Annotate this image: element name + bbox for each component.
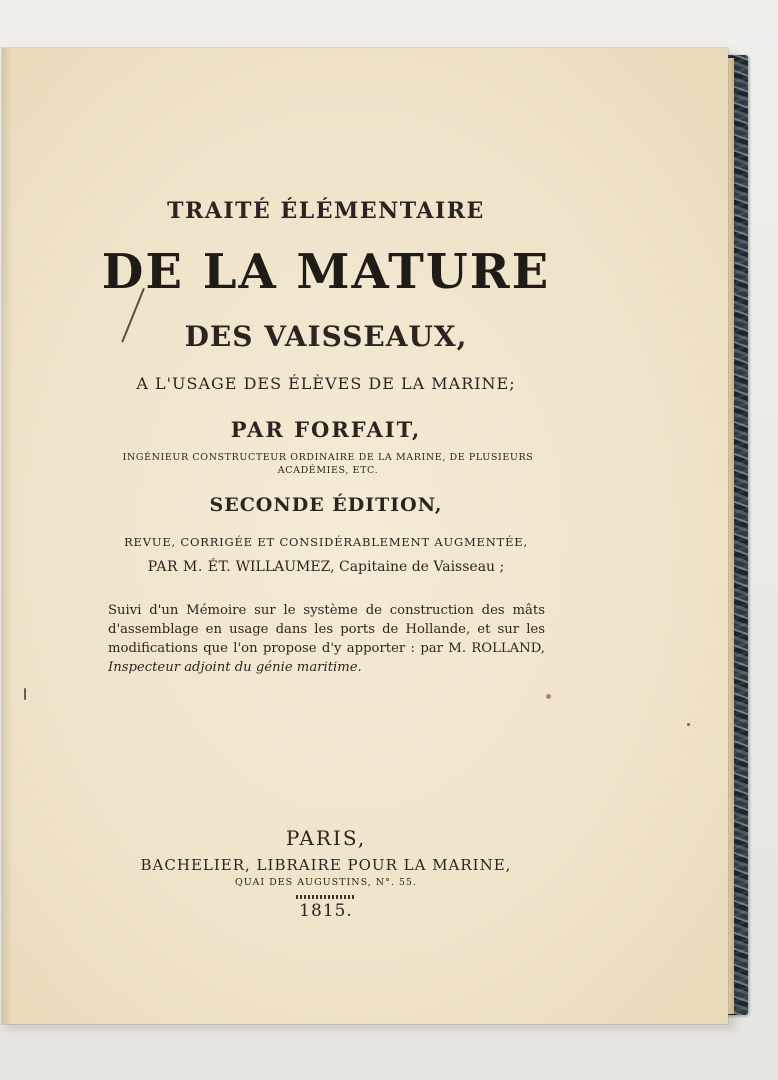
credentials-line-1: INGÉNIEUR CONSTRUCTEUR ORDINAIRE DE LA MARINE, DE PLUSIEURS — [122, 452, 534, 463]
page-edge — [728, 58, 734, 1014]
edition-line: SECONDE ÉDITION, — [209, 494, 443, 516]
revision-line: REVUE, CORRIGÉE ET CONSIDÉRABLEMENT AUGMENTÉE, — [124, 535, 528, 549]
memoire-paragraph — [108, 601, 545, 677]
memoire-text: Suivi d'un Mémoire sur le système de construction des mâts d'assemblage en usage dans les ports de Hollande, et sur les modifications que l'on propose d'y apporter : par M. — [108, 603, 545, 656]
title-line-3: DES VAISSEAUX, — [184, 320, 468, 353]
foxing-spot — [24, 688, 26, 700]
foxing-spot — [687, 723, 690, 726]
editor-name: WILLAUMEZ, — [235, 559, 335, 575]
author-line: PAR FORFAIT, — [230, 417, 422, 442]
imprint-place: PARIS, — [285, 826, 367, 850]
imprint-year: 1815. — [299, 901, 353, 921]
ornament-rule — [296, 895, 356, 899]
editor-title: Capitaine de Vaisseau ; — [339, 559, 505, 575]
title-line-1: TRAITÉ ÉLÉMENTAIRE — [167, 198, 485, 224]
credentials-line-2: ACADÉMIES, ETC. — [277, 465, 379, 476]
imprint-address: QUAI DES AUGUSTINS, N°. 55. — [234, 877, 417, 888]
author-credentials — [112, 451, 544, 477]
memoire-role: Inspecteur adjoint du génie maritime. — [108, 660, 362, 675]
memoire-author: ROLLAND, — [471, 641, 545, 656]
foxing-spot — [546, 694, 551, 699]
title-line-2: DE LA MATURE — [101, 244, 551, 300]
title-page — [2, 48, 728, 1024]
imprint-publisher: BACHELIER, LIBRAIRE POUR LA MARINE, — [140, 856, 512, 874]
title-line-4: A L'USAGE DES ÉLÈVES DE LA MARINE; — [136, 374, 516, 393]
editor-prefix: PAR M. ÉT. — [147, 559, 232, 575]
editor-line — [2, 559, 650, 575]
